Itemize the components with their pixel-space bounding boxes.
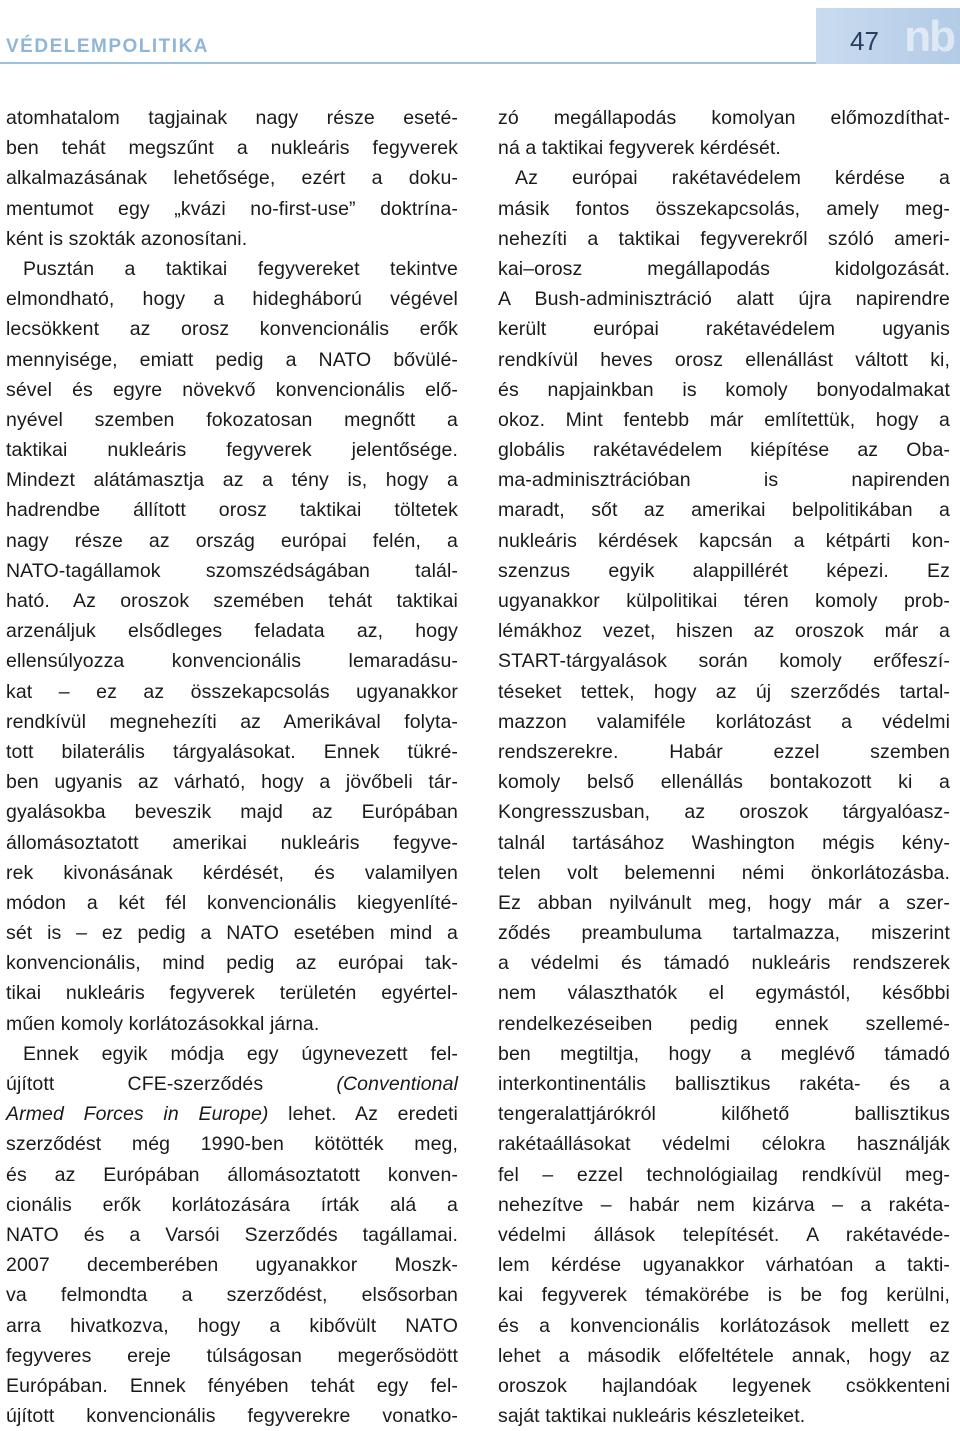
text-line: kat – ez az összekapcsolás ugyanakkor — [6, 680, 458, 703]
text-line: Az európai rakétavédelem kérdése a — [515, 167, 950, 190]
text-line: lem kérdése ugyanakkor várhatóan a takti- — [498, 1254, 950, 1277]
text-line: mennyisége, emiatt pedig a NATO bővülé- — [6, 348, 458, 371]
text-line: lecsökkent az orosz konvencionális erők — [6, 318, 458, 341]
text-line: rendelkezéseiben pedig ennek szellemé- — [498, 1012, 950, 1035]
text-line: ben ugyanis az várható, hogy a jövőbeli tár- — [6, 771, 458, 794]
text-line: ződés preambuluma tartalmazza, miszerint — [498, 922, 950, 945]
text-line: gyalásokba beveszik majd az Európában — [6, 801, 458, 824]
text-line: rendkívül megnehezíti az Amerikával folyta- — [6, 710, 458, 733]
text-line: a védelmi és támadó nukleáris rendszerek — [498, 952, 950, 975]
text-line: Kongresszusban, az oroszok tárgyalóasz- — [498, 801, 950, 824]
text-line: ként is szokták azonosítani. — [6, 227, 248, 250]
text-line: tengeralattjárókról kilőhető ballisztikus — [498, 1103, 950, 1126]
text-line: okoz. Mint fentebb már említettük, hogy a — [498, 408, 950, 431]
publication-logo-icon: nb — [904, 12, 954, 61]
text-line: ben megtiltja, hogy a meglévő támadó — [498, 1042, 950, 1065]
text-line: és a konvencionális korlátozások mellett ez — [498, 1314, 950, 1337]
text-line: telen volt belemenni némi önkorlátozásba. — [498, 861, 950, 884]
text-line: módon a két fél konvencionális kiegyenlíté- — [6, 891, 458, 914]
header-divider — [0, 62, 816, 64]
text-line: konvencionális, mind pedig az európai tak- — [6, 952, 458, 975]
text-line: kai–orosz megállapodás kidolgozását. — [498, 257, 950, 280]
text-line: kai fegyverek témakörébe is be fog kerülni, — [498, 1284, 950, 1307]
text-line: Ez abban nyilvánult meg, hogy már a szer- — [498, 891, 950, 914]
text-line: elmondható, hogy a hidegháború végével — [6, 288, 458, 311]
text-line: START-tárgyalások során komoly erőfeszí- — [498, 650, 950, 673]
text-line: nukleáris kérdések kapcsán a kétpárti kon- — [498, 529, 950, 552]
text-line: és az Európában állomásoztatott konven- — [6, 1163, 458, 1186]
text-line: nyével szemben fokozatosan megnőtt a — [6, 408, 458, 431]
text-line: sével és egyre növekvő konvencionális elő- — [6, 378, 458, 401]
page-number-box — [816, 8, 960, 64]
text-line: atomhatalom tagjainak nagy része eseté- — [6, 107, 458, 129]
text-line: mentumot egy „kvázi no-first-use” doktrína- — [6, 197, 458, 220]
text-line: újított CFE-szerződés (Conventional — [6, 1073, 458, 1095]
text-line: zó megállapodás komolyan előmozdíthat- — [498, 107, 950, 129]
text-line: Armed Forces in Europe) lehet. Az eredeti — [6, 1103, 458, 1126]
text-line: Pusztán a taktikai fegyvereket tekintve — [23, 257, 458, 280]
text-line: 2007 decemberében ugyanakkor Moszk- — [6, 1254, 458, 1277]
text-line: mazzon valamiféle korlátozást a védelmi — [498, 710, 950, 733]
left-text-column — [6, 103, 458, 1431]
text-line: oroszok hajlandóak legyenek csökkenteni — [498, 1374, 950, 1397]
text-line: sét is – ez pedig a NATO esetében mind a — [6, 922, 458, 945]
text-line: taktikai nukleáris fegyverek jelentősége. — [6, 439, 458, 462]
text-line: újított konvencionális fegyverekre vonatko- — [6, 1405, 458, 1428]
text-line: és napjainkban is komoly bonyodalmakat — [498, 378, 950, 401]
text-line: Európában. Ennek fényében tehát egy fel- — [6, 1374, 458, 1397]
text-line: maradt, sőt az amerikai belpolitikában a — [498, 499, 950, 522]
page-header — [0, 0, 960, 70]
text-line: védelmi állások telepítését. A rakétavéde- — [498, 1223, 950, 1246]
text-line: ben tehát megszűnt a nukleáris fegyverek — [6, 137, 458, 160]
text-line: globális rakétavédelem kiépítése az Oba- — [498, 439, 950, 462]
text-line: fegyveres ereje túlságosan megerősödött — [6, 1344, 458, 1367]
text-line: fel – ezzel technológiailag rendkívül meg- — [498, 1163, 950, 1186]
text-line: NATO-tagállamok szomszédságában talál- — [6, 559, 458, 582]
text-line: ellensúlyozza konvencionális lemaradásu- — [6, 650, 458, 673]
text-line: nehezíti a taktikai fegyverekről szóló ameri- — [498, 227, 950, 250]
text-line: cionális erők korlátozására írták alá a — [6, 1193, 458, 1216]
text-line: lehet a második előfeltétele annak, hogy az — [498, 1344, 950, 1367]
text-line: arzenáljuk elsődleges feladata az, hogy — [6, 620, 458, 643]
text-line: került európai rakétavédelem ugyanis — [498, 318, 950, 341]
right-text-column — [498, 103, 950, 1431]
text-line: komoly belső ellenállás bontakozott ki a — [498, 771, 950, 794]
text-line: ná a taktikai fegyverek kérdését. — [498, 137, 781, 160]
text-line: tott bilaterális tárgyalásokat. Ennek tükré- — [6, 740, 458, 763]
text-line: alkalmazásának lehetősége, ezért a doku- — [6, 167, 458, 190]
text-line: hadrendbe állított orosz taktikai töltetek — [6, 499, 458, 522]
text-line: rendkívül heves orosz ellenállást váltott ki, — [498, 348, 950, 371]
section-title: VÉDELEMPOLITIKA — [6, 36, 210, 57]
text-line: ható. Az oroszok szemében tehát taktikai — [6, 590, 458, 612]
text-line: rakétaállásokat védelmi célokra használják — [498, 1133, 950, 1156]
text-line: ma-adminisztrációban is napirenden — [498, 469, 950, 492]
text-line: saját taktikai nukleáris készleteiket. — [498, 1405, 806, 1428]
text-line: nagy része az ország európai felén, a — [6, 529, 458, 552]
text-line: ugyanakkor külpolitikai téren komoly prob- — [498, 590, 950, 612]
page-number: 47 — [850, 26, 879, 56]
text-line: lémákhoz vezet, hiszen az oroszok már a — [498, 620, 950, 643]
text-line: NATO és a Varsói Szerződés tagállamai. — [6, 1223, 458, 1246]
text-line: rendszerekre. Habár ezzel szemben — [498, 740, 950, 763]
text-line: másik fontos összekapcsolás, amely meg- — [498, 197, 950, 220]
text-line: állomásoztatott amerikai nukleáris fegyve- — [6, 831, 458, 854]
text-line: nem választhatók el egymástól, későbbi — [498, 982, 950, 1005]
text-line: műen komoly korlátozásokkal járna. — [6, 1012, 320, 1035]
text-line: interkontinentális ballisztikus rakéta- és a — [498, 1073, 950, 1095]
text-line: rek kivonásának kérdését, és valamilyen — [6, 861, 458, 884]
text-line: Mindezt alátámasztja az a tény is, hogy a — [6, 469, 458, 492]
text-line: szenzus egyik alappillérét képezi. Ez — [498, 559, 950, 582]
text-line: szerződést még 1990-ben kötötték meg, — [6, 1133, 458, 1156]
text-line: A Bush-adminisztráció alatt újra napirendre — [498, 288, 950, 311]
text-line: talnál tartásához Washington mégis kény- — [498, 831, 950, 854]
text-line: Ennek egyik módja egy úgynevezett fel- — [23, 1042, 458, 1065]
text-line: téseket tettek, hogy az új szerződés tartal- — [498, 680, 950, 703]
text-line: tikai nukleáris fegyverek területén egyértel- — [6, 982, 458, 1005]
text-line: arra hivatkozva, hogy a kibővült NATO — [6, 1314, 458, 1337]
text-line: va felmondta a szerződést, elsősorban — [6, 1284, 458, 1307]
text-line: nehezítve – habár nem kizárva – a rakéta- — [498, 1193, 950, 1216]
